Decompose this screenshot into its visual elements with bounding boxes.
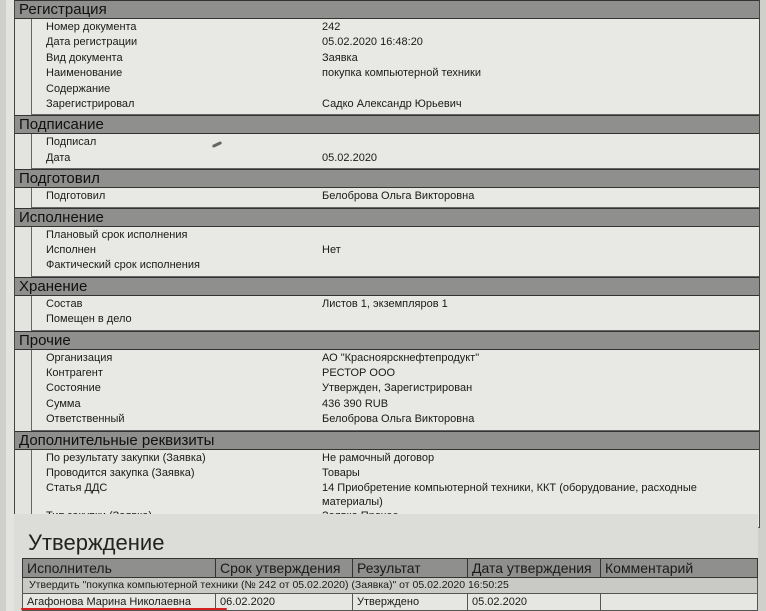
red-underline — [21, 608, 227, 610]
field-row — [32, 66, 759, 81]
section-title: Хранение — [15, 277, 759, 296]
field-value: Не рамочный договор — [322, 451, 435, 464]
table-row — [22, 593, 758, 611]
field-value: Нет — [322, 244, 341, 257]
field-label: Наименование — [46, 67, 123, 80]
field-row — [32, 189, 759, 204]
field-label: Дата — [46, 151, 71, 164]
field-label: Номер документа — [46, 21, 137, 33]
field-value: Белоброва Ольга Викторовна — [322, 413, 475, 426]
field-label: Статья ДДС — [46, 482, 108, 495]
field-label: Состояние — [46, 382, 101, 395]
field-row — [32, 135, 759, 150]
field-row — [32, 366, 759, 381]
field-row — [32, 228, 759, 243]
field-value: 05.02.2020 — [322, 151, 378, 164]
field-value: Садко Александр Юрьевич — [322, 98, 462, 111]
field-row — [32, 451, 759, 466]
field-row — [32, 312, 759, 327]
approval-section — [14, 514, 758, 611]
field-label: Подготовил — [46, 190, 106, 203]
comment-cell — [601, 594, 759, 610]
field-value: Заявка — [322, 51, 358, 64]
field-label: Содержание — [46, 82, 111, 95]
table-header — [22, 558, 758, 578]
field-value: Белоброва Ольга Викторовна — [322, 190, 475, 203]
field-label: Фактический срок исполнения — [46, 259, 200, 272]
field-label: Сумма — [46, 397, 81, 410]
approval-title: Утверждение — [28, 530, 165, 555]
field-value: Листов 1, экземпляров 1 — [322, 297, 448, 310]
section-title: Исполнение — [15, 208, 759, 227]
approval-group-line: Утвердить "покупка компьютерной техники (№ 242 от 05.02.2020) (Заявка)" от 05.02.2020 16:50:25 — [22, 578, 758, 593]
executor-cell: Агафонова Марина Николаевна — [23, 594, 216, 610]
section-execution — [15, 208, 759, 277]
field-value: Товары — [322, 467, 360, 480]
field-label: По результату закупки (Заявка) — [46, 451, 206, 464]
field-label: Ответственный — [46, 413, 125, 426]
field-row — [32, 97, 759, 112]
section-other — [15, 331, 759, 431]
field-label: Контрагент — [46, 367, 103, 380]
section-title: Регистрация — [15, 0, 759, 19]
field-row — [32, 35, 759, 50]
section-signing — [15, 115, 759, 169]
field-value: Утвержден, Зарегистрирован — [322, 382, 473, 395]
field-label: Проводится закупка (Заявка) — [46, 467, 195, 480]
field-value: 436 390 RUB — [322, 397, 389, 410]
approval-table — [22, 558, 758, 611]
field-row — [32, 51, 759, 66]
field-row — [32, 20, 759, 35]
result-cell: Утверждено — [353, 594, 468, 610]
approval-date-cell: 05.02.2020 — [468, 594, 601, 610]
field-value: 05.02.2020 16:48:20 — [322, 36, 423, 49]
field-row — [32, 351, 759, 366]
section-title: Подписание — [15, 115, 759, 134]
field-label: Исполнен — [46, 244, 96, 257]
field-row — [32, 258, 759, 273]
section-storage — [15, 277, 759, 331]
field-label: Зарегистрировал — [46, 98, 135, 111]
field-label: Организация — [46, 351, 113, 364]
document-sheet — [6, 0, 758, 611]
field-value: 242 — [322, 21, 341, 33]
field-row — [32, 397, 759, 412]
field-row — [32, 412, 759, 427]
field-label: Состав — [46, 297, 83, 310]
column-result: Результат — [353, 559, 468, 577]
column-comment: Комментарий — [605, 560, 694, 576]
field-row — [32, 381, 759, 396]
column-executor: Исполнитель — [23, 559, 216, 577]
section-prepared — [15, 169, 759, 207]
field-row — [32, 466, 759, 481]
field-row — [32, 82, 759, 97]
column-deadline: Срок утверждения — [216, 559, 353, 577]
field-label: Помещен в дело — [46, 313, 132, 326]
field-row — [32, 151, 759, 166]
section-title: Дополнительные реквизиты — [15, 431, 759, 450]
field-row — [32, 243, 759, 258]
section-registration — [15, 0, 759, 115]
column-approval-date: Дата утверждения — [468, 559, 601, 577]
field-label: Подписал — [46, 136, 97, 149]
field-row — [32, 297, 759, 312]
field-label: Плановый срок исполнения — [46, 228, 188, 241]
field-label: Дата регистрации — [46, 36, 138, 49]
field-row — [32, 481, 759, 509]
field-value: покупка компьютерной техники — [322, 67, 482, 80]
field-value: АО "Красноярскнефтепродукт" — [322, 351, 480, 364]
field-value: РЕСТОР ООО — [322, 367, 396, 380]
document-card — [14, 0, 760, 528]
field-value: 14 Приобретение компьютерной техники, ККТ (оборудование, расходные материалы) — [322, 482, 697, 509]
section-title: Подготовил — [15, 169, 759, 188]
deadline-cell: 06.02.2020 — [216, 594, 353, 610]
section-title: Прочие — [15, 331, 759, 350]
field-label: Вид документа — [46, 51, 123, 64]
